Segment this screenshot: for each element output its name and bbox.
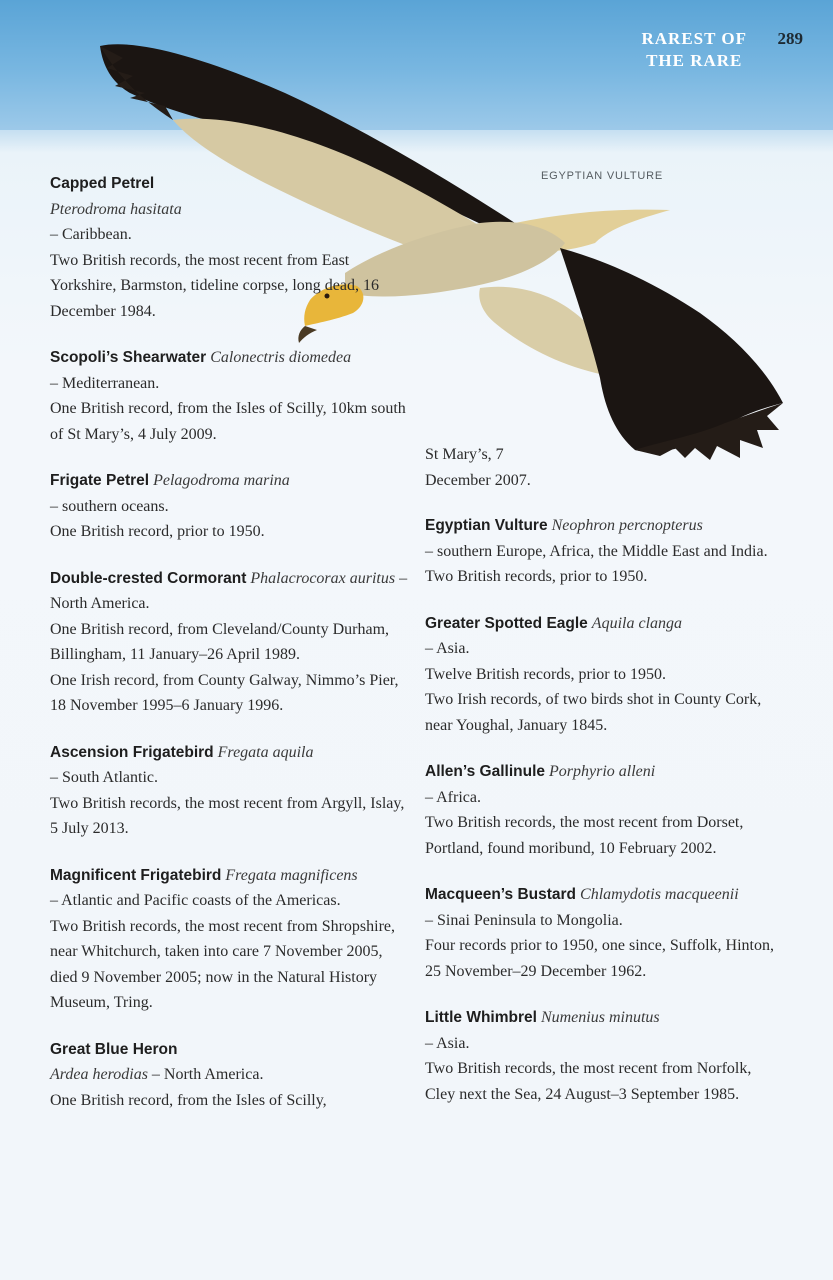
species-entry	[50, 468, 410, 545]
species-name: Little Whimbrel	[425, 1009, 537, 1026]
species-heading	[50, 566, 410, 617]
species-entry	[425, 513, 785, 590]
latin-name: Chlamydotis macqueenii	[580, 886, 739, 903]
species-record: One British record, prior to 1950.	[50, 523, 265, 540]
species-entry	[425, 759, 785, 861]
species-heading	[50, 740, 410, 766]
species-record: Two British records, prior to 1950.	[425, 568, 648, 585]
latin-name: Porphyrio alleni	[549, 763, 656, 780]
latin-name: Fregata magnificens	[225, 866, 358, 884]
species-record: One British record, from the Isles of Scilly,	[50, 1091, 327, 1109]
species-entry	[50, 863, 410, 1016]
species-heading	[50, 1037, 410, 1063]
species-range: – Sinai Peninsula to Mongolia.	[425, 911, 623, 929]
species-record: Two Irish records, of two birds shot in County Cork, near Youghal, January 1845.	[425, 691, 762, 734]
species-name: Allen’s Gallinule	[425, 763, 546, 780]
latin-name: Neophron percnopterus	[551, 517, 703, 534]
latin-name: Phalacrocorax auritus	[250, 569, 396, 587]
species-name: Scopoli’s Shearwater	[50, 349, 207, 366]
latin-name: Numenius minutus	[540, 1009, 660, 1026]
species-heading	[50, 468, 410, 494]
continued-record: St Mary’s, 7 December 2007.	[425, 446, 531, 489]
species-heading	[425, 882, 785, 908]
species-range: – North America.	[151, 1066, 264, 1083]
species-name: Magnificent Frigatebird	[50, 866, 222, 884]
species-range: – Asia.	[425, 640, 470, 657]
species-range: – Caribbean.	[50, 226, 132, 243]
species-record: Two British records, the most recent from Argyll, Islay, 5 July 2013.	[50, 794, 405, 837]
species-record: Twelve British records, prior to 1950.	[425, 665, 667, 683]
species-name: Egyptian Vulture	[425, 517, 548, 534]
running-head-line1: RAREST OF	[641, 29, 747, 48]
species-range: – southern oceans.	[50, 497, 169, 515]
species-heading	[425, 1005, 785, 1031]
species-entry	[50, 740, 410, 842]
species-entry	[50, 171, 410, 324]
species-name: Frigate Petrel	[50, 472, 150, 489]
species-entry	[425, 611, 785, 739]
species-name: Capped Petrel	[50, 175, 155, 192]
species-name: Macqueen’s Bustard	[425, 886, 577, 903]
species-entry	[425, 1005, 785, 1107]
species-entry	[50, 1037, 410, 1114]
species-range: – Asia.	[425, 1034, 470, 1052]
species-name: Great Blue Heron	[50, 1040, 178, 1058]
photo-caption: EGYPTIAN VULTURE	[541, 170, 664, 182]
species-record: One Irish record, from County Galway, Nimmo’s Pier, 18 November 1995–6 January 1996.	[50, 671, 399, 714]
running-head-line2: THE RARE	[646, 51, 743, 70]
latin-name: Aquila clanga	[591, 614, 683, 632]
species-heading	[425, 611, 785, 637]
species-heading	[50, 345, 410, 371]
species-record: Four records prior to 1950, one since, Suffolk, Hinton, 25 November–29 December 1962.	[425, 937, 774, 980]
species-heading	[425, 759, 785, 785]
species-range: – southern Europe, Africa, the Middle East and India.	[425, 542, 768, 560]
species-range: – Mediterranean.	[50, 374, 160, 392]
species-record: One British record, from the Isles of Scilly, 10km south of St Mary’s, 4 July 2009.	[50, 400, 406, 443]
species-range: – North America.	[50, 569, 408, 612]
species-record: Two British records, the most recent from East Yorkshire, Barmston, tideline corpse, long dead, 16 December 1984.	[50, 251, 379, 320]
species-entry	[425, 882, 785, 984]
latin-name: Calonectris diomedea	[210, 349, 352, 366]
latin-name: Ardea herodias	[50, 1066, 148, 1083]
page-number: 289	[777, 29, 803, 48]
species-range: – Africa.	[425, 788, 481, 806]
species-record: One British record, from Cleveland/County Durham, Billingham, 11 January–26 April 1989.	[50, 620, 390, 663]
species-record: Two British records, the most recent from Norfolk, Cley next the Sea, 24 August–3 September 1985.	[425, 1060, 752, 1103]
latin-name: Pelagodroma marina	[153, 472, 290, 489]
species-range: – Atlantic and Pacific coasts of the Americas.	[50, 892, 341, 909]
left-column	[50, 171, 410, 1134]
latin-name: Pterodroma hasitata	[50, 200, 182, 218]
species-range: – South Atlantic.	[50, 769, 158, 786]
species-entry	[50, 345, 410, 447]
species-heading	[50, 171, 410, 222]
species-entry	[50, 566, 410, 719]
species-name: Double-crested Cormorant	[50, 569, 247, 587]
species-record: Two British records, the most recent from Dorset, Portland, found moribund, 10 February 2002.	[425, 814, 744, 857]
species-name: Ascension Frigatebird	[50, 743, 214, 761]
species-heading	[50, 863, 410, 889]
latin-name: Fregata aquila	[217, 743, 314, 761]
species-record: Two British records, the most recent from Shropshire, near Whitchurch, taken into care 7 November 2005, died 9 November 2005; now in the Natural History Museum, Tring.	[50, 917, 396, 1011]
species-name: Greater Spotted Eagle	[425, 614, 588, 632]
species-heading	[425, 513, 785, 539]
right-column	[425, 426, 785, 1128]
